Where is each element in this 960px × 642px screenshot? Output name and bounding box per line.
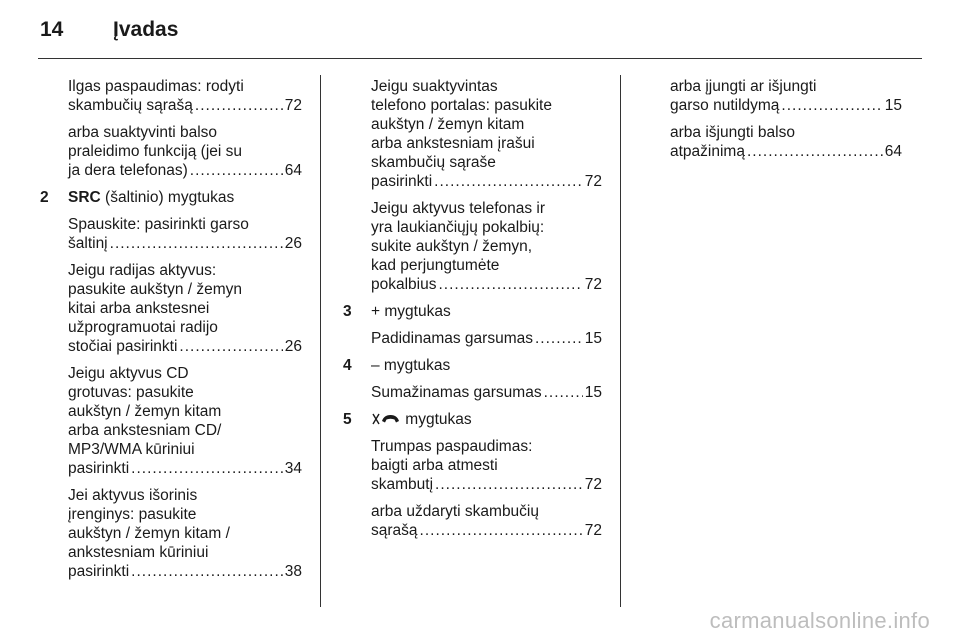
item-label: SRC [68, 189, 101, 206]
page-ref: 64 [884, 143, 902, 160]
leader-dots [747, 142, 883, 161]
page-ref: 72 [584, 476, 602, 493]
index-entry: Jeigu suaktyvintas telefono portalas: pasukite aukštyn / žemyn kitam arba ankstesniam įrašui skambučių sąraše pasirinkti ..... 72 [343, 77, 602, 191]
index-entry: Jeigu aktyvus telefonas ir yra laukiančiųjų pokalbių: sukite aukštyn / žemyn, kad perjungtumėte pokalbius ..... 72 [343, 199, 602, 294]
index-entry: arba uždaryti skambučių sąrašą ..... 72 [343, 502, 602, 540]
index-entry: Jei aktyvus išorinis įrenginys: pasukite aukštyn / žemyn kitam / ankstesniam kūriniui pasirinkti ..... 38 [40, 486, 302, 581]
column-divider-2 [620, 75, 621, 607]
page-ref: 15 [584, 330, 602, 347]
leader-dots [439, 275, 583, 294]
leader-dots [190, 161, 283, 180]
column-3 [642, 77, 902, 169]
index-entry: arba suaktyvinti balso praleidimo funkciją (jei su ja dera telefonas) ..... 64 [40, 123, 302, 180]
page-ref: 15 [884, 97, 902, 114]
page-header [0, 0, 960, 62]
leader-dots [179, 337, 282, 356]
index-entry: Spauskite: pasirinkti garso šaltinį ..... 26 [40, 215, 302, 253]
leader-dots [435, 475, 583, 494]
page-ref: 34 [284, 460, 302, 477]
phone-mute-icon [371, 410, 401, 429]
page-ref: 72 [584, 276, 602, 293]
page-ref: 15 [584, 384, 602, 401]
page-ref: 26 [284, 338, 302, 355]
watermark: carmanualsonline.info [709, 608, 930, 633]
index-entry: Jeigu radijas aktyvus: pasukite aukštyn / žemyn kitai arba ankstesnei užprogramuotai radijo stočiai pasirinkti ..... 26 [40, 261, 302, 356]
leader-dots [110, 234, 283, 253]
header-rule [38, 58, 922, 59]
leader-dots [195, 96, 283, 115]
page-ref: 72 [284, 97, 302, 114]
page-ref: 64 [284, 162, 302, 179]
minus-icon: – [371, 357, 380, 374]
item-number: 4 [343, 357, 352, 374]
page-number: 14 [40, 18, 64, 41]
leader-dots [535, 329, 583, 348]
column-1 [40, 77, 302, 589]
control-item-volume-down: 4 – mygtukas [343, 357, 451, 374]
leader-dots [781, 96, 882, 115]
index-entry: Ilgas paspaudimas: rodyti skambučių sąrašą ..... 72 [40, 77, 302, 115]
index-entry: Padidinamas garsumas ..... 15 [343, 329, 602, 348]
index-entry: Sumažinamas garsumas ..... 15 [343, 383, 602, 402]
control-item-phone: 5 mygtukas [343, 411, 472, 428]
page-ref: 72 [584, 173, 602, 190]
index-entry: Jeigu aktyvus CD grotuvas: pasukite aukštyn / žemyn kitam arba ankstesniam CD/ MP3/WMA kūriniui pasirinkti ..... 34 [40, 364, 302, 478]
plus-icon: + [371, 303, 381, 320]
column-2 [343, 77, 602, 548]
index-entry: Trumpas paspaudimas: baigti arba atmesti skambutį ..... 72 [343, 437, 602, 494]
page-ref: 26 [284, 235, 302, 252]
leader-dots [131, 562, 283, 581]
leader-dots [544, 383, 583, 402]
leader-dots [434, 172, 583, 191]
page-ref: 72 [584, 522, 602, 539]
control-item-src: 2 SRC (šaltinio) mygtukas [40, 189, 235, 206]
page-ref: 38 [284, 563, 302, 580]
leader-dots [131, 459, 283, 478]
control-item-volume-up: 3 + mygtukas [343, 303, 451, 320]
index-entry: arba išjungti balso atpažinimą ..... 64 [642, 123, 902, 161]
item-number: 5 [343, 411, 352, 428]
index-entry: arba įjungti ar išjungti garso nutildymą ..... 15 [642, 77, 902, 115]
chapter-title: Įvadas [113, 18, 179, 41]
leader-dots [420, 521, 583, 540]
column-divider-1 [320, 75, 321, 607]
item-number: 3 [343, 303, 352, 320]
item-number: 2 [40, 189, 49, 206]
